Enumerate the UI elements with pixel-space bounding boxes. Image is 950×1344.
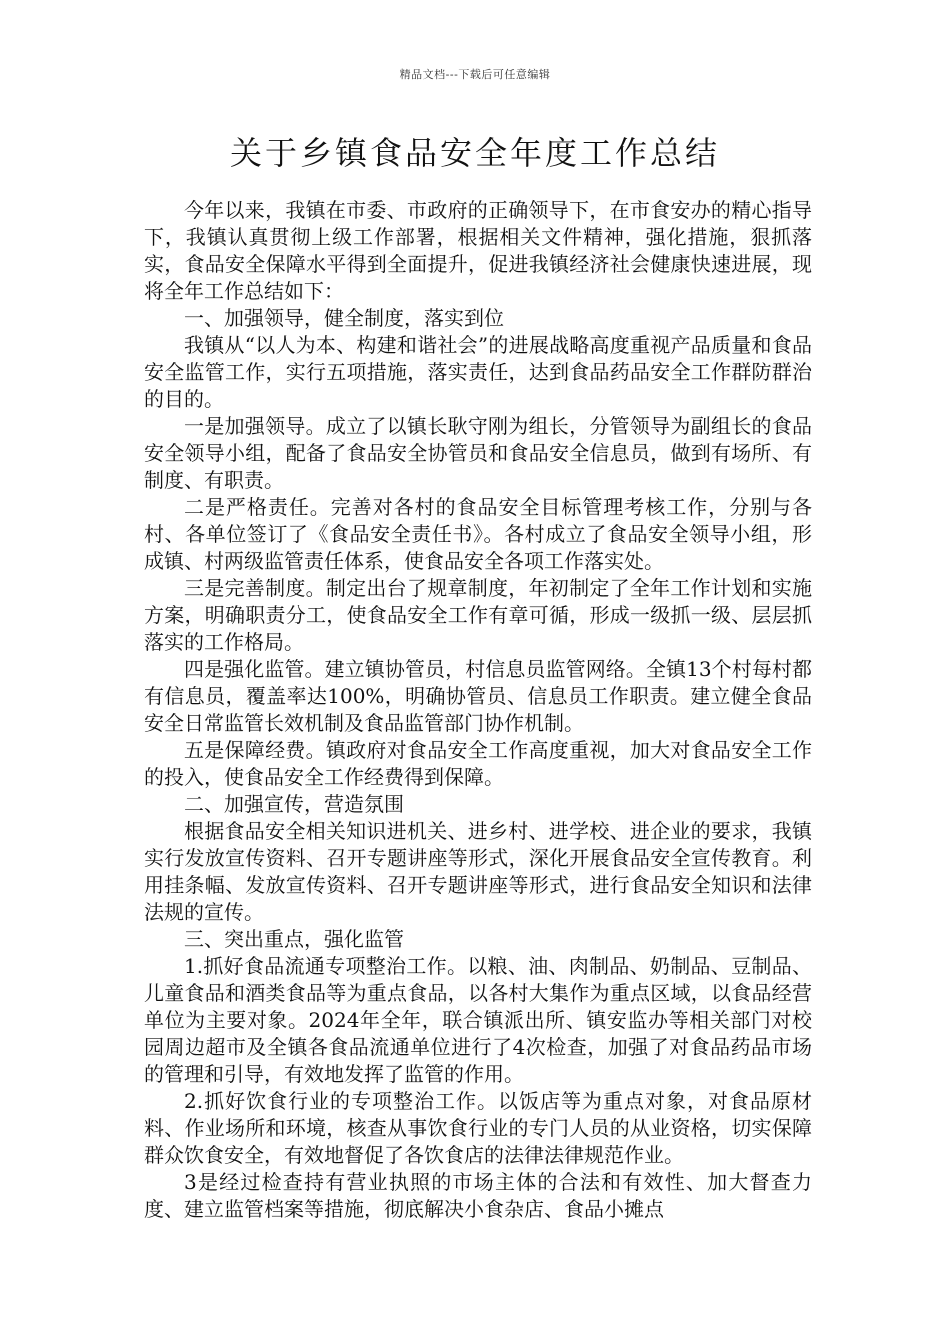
paragraph: 2.抓好饮食行业的专项整治工作。以饭店等为重点对象，对食品原材料、作业场所和环境，核查从事饮食行业的专门人员的从业资格，切实保障群众饮食安全，有效地督促了各饮食店的法律法律规范作业。 — [144, 1089, 812, 1167]
paragraph: 根据食品安全相关知识进机关、进乡村、进学校、进企业的要求，我镇实行发放宣传资料、召开专题讲座等形式，深化开展食品安全宣传教育。利用挂条幅、发放宣传资料、召开专题讲座等形式，进行食品安全知识和法律法规的宣传。 — [144, 819, 812, 924]
header-note: 精品文档---下载后可任意编辑 — [399, 68, 551, 81]
paragraph: 3是经过检查持有营业执照的市场主体的合法和有效性、加大督查力度、建立监管档案等措施，彻底解决小食杂店、食品小摊点 — [144, 1170, 812, 1221]
intro-paragraph: 今年以来，我镇在市委、市政府的正确领导下，在市食安办的精心指导下，我镇认真贯彻上级工作部署，根据相关文件精神，强化措施，狠抓落实，食品安全保障水平得到全面提升，促进我镇经济社会健康快速进展，现将全年工作总结如下： — [144, 198, 812, 303]
section-heading-3: 三、突出重点，强化监管 — [184, 927, 404, 951]
paragraph: 二是严格责任。完善对各村的食品安全目标管理考核工作，分别与各村、各单位签订了《食品安全责任书》。各村成立了食品安全领导小组，形成镇、村两级监管责任体系，使食品安全各项工作落实处。 — [144, 495, 812, 573]
paragraph: 五是保障经费。镇政府对食品安全工作高度重视，加大对食品安全工作的投入，使食品安全工作经费得到保障。 — [144, 738, 812, 789]
section-heading-1: 一、加强领导，健全制度，落实到位 — [184, 306, 504, 330]
document-title: 关于乡镇食品安全年度工作总结 — [229, 134, 720, 172]
paragraph: 三是完善制度。制定出台了规章制度，年初制定了全年工作计划和实施方案，明确职责分工，使食品安全工作有章可循，形成一级抓一级、层层抓落实的工作格局。 — [144, 576, 812, 654]
paragraph: 我镇从“以人为本、构建和谐社会”的进展战略高度重视产品质量和食品安全监管工作，实行五项措施，落实责任，达到食品药品安全工作群防群治的目的。 — [144, 333, 812, 411]
section-heading-2: 二、加强宣传，营造氛围 — [184, 792, 404, 816]
paragraph: 四是强化监管。建立镇协管员，村信息员监管网络。全镇13个村每村都有信息员，覆盖率达100%，明确协管员、信息员工作职责。建立健全食品安全日常监管长效机制及食品监管部门协作机制。 — [144, 657, 812, 735]
paragraph: 1.抓好食品流通专项整治工作。以粮、油、肉制品、奶制品、豆制品、儿童食品和酒类食品等为重点食品，以各村大集作为重点区域，以食品经营单位为主要对象。2024年全年，联合镇派出所、镇安监办等相关部门对校园周边超市及全镇各食品流通单位进行了4次检查，加强了对食品药品市场的管理和引导，有效地发挥了监管的作用。 — [144, 954, 812, 1086]
paragraph: 一是加强领导。成立了以镇长耿守刚为组长，分管领导为副组长的食品安全领导小组，配备了食品安全协管员和食品安全信息员，做到有场所、有制度、有职责。 — [144, 414, 812, 492]
document-body — [144, 197, 812, 1223]
